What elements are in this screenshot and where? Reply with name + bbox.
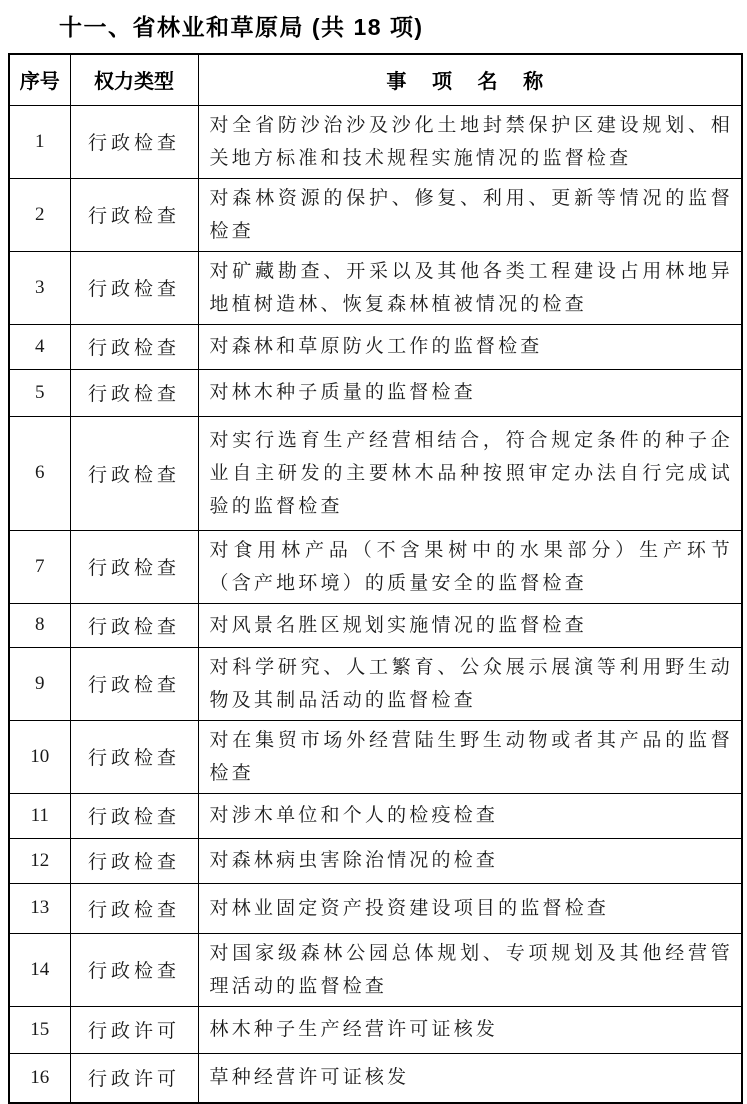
row-number: 3 [9, 251, 70, 324]
row-number: 16 [9, 1053, 70, 1103]
table-row [9, 324, 742, 369]
power-type: 行政检查 [70, 647, 198, 720]
item-name: 对林业固定资产投资建设项目的监督检查 [198, 883, 742, 933]
item-name: 对实行选育生产经营相结合，符合规定条件的种子企业自主研发的主要林木品种按照审定办法自行完成试验的监督检查 [198, 416, 742, 530]
power-type: 行政检查 [70, 933, 198, 1006]
item-name: 对科学研究、人工繁育、公众展示展演等利用野生动物及其制品活动的监督检查 [198, 647, 742, 720]
table-row [9, 838, 742, 883]
table-row [9, 1053, 742, 1103]
item-name: 林木种子生产经营许可证核发 [198, 1006, 742, 1053]
power-type: 行政检查 [70, 793, 198, 838]
power-type: 行政检查 [70, 530, 198, 603]
table-body [9, 105, 742, 1103]
table-row [9, 105, 742, 178]
table-row [9, 530, 742, 603]
table-row [9, 416, 742, 530]
power-items-table [8, 53, 743, 1104]
item-name: 草种经营许可证核发 [198, 1053, 742, 1103]
power-type: 行政检查 [70, 838, 198, 883]
power-type: 行政检查 [70, 603, 198, 647]
item-name: 对在集贸市场外经营陆生野生动物或者其产品的监督检查 [198, 720, 742, 793]
power-type: 行政检查 [70, 883, 198, 933]
item-name: 对涉木单位和个人的检疫检查 [198, 793, 742, 838]
power-type: 行政检查 [70, 178, 198, 251]
header-item-name: 事 项 名 称 [198, 54, 742, 105]
row-number: 13 [9, 883, 70, 933]
table-row [9, 369, 742, 416]
row-number: 14 [9, 933, 70, 1006]
table-row [9, 793, 742, 838]
power-type: 行政检查 [70, 720, 198, 793]
table-row [9, 178, 742, 251]
power-type: 行政检查 [70, 369, 198, 416]
item-name: 对森林资源的保护、修复、利用、更新等情况的监督检查 [198, 178, 742, 251]
header-power-type: 权力类型 [70, 54, 198, 105]
item-name: 对森林和草原防火工作的监督检查 [198, 324, 742, 369]
item-name: 对风景名胜区规划实施情况的监督检查 [198, 603, 742, 647]
table-row [9, 647, 742, 720]
row-number: 11 [9, 793, 70, 838]
item-name: 对食用林产品（不含果树中的水果部分）生产环节（含产地环境）的质量安全的监督检查 [198, 530, 742, 603]
row-number: 9 [9, 647, 70, 720]
header-seq-number: 序号 [9, 54, 70, 105]
power-type: 行政检查 [70, 416, 198, 530]
power-type: 行政检查 [70, 251, 198, 324]
row-number: 4 [9, 324, 70, 369]
power-type: 行政许可 [70, 1006, 198, 1053]
row-number: 2 [9, 178, 70, 251]
row-number: 15 [9, 1006, 70, 1053]
row-number: 1 [9, 105, 70, 178]
item-name: 对全省防沙治沙及沙化土地封禁保护区建设规划、相关地方标准和技术规程实施情况的监督检查 [198, 105, 742, 178]
item-name: 对林木种子质量的监督检查 [198, 369, 742, 416]
row-number: 7 [9, 530, 70, 603]
power-type: 行政检查 [70, 105, 198, 178]
item-name: 对森林病虫害除治情况的检查 [198, 838, 742, 883]
header-row [9, 54, 742, 105]
item-name: 对国家级森林公园总体规划、专项规划及其他经营管理活动的监督检查 [198, 933, 742, 1006]
item-name: 对矿藏勘查、开采以及其他各类工程建设占用林地异地植树造林、恢复森林植被情况的检查 [198, 251, 742, 324]
row-number: 6 [9, 416, 70, 530]
table-row [9, 720, 742, 793]
table-row [9, 883, 742, 933]
table-row [9, 251, 742, 324]
table-row [9, 1006, 742, 1053]
row-number: 8 [9, 603, 70, 647]
table-row [9, 933, 742, 1006]
section-title: 十一、省林业和草原局 (共 18 项) [59, 14, 424, 40]
table-row [9, 603, 742, 647]
row-number: 12 [9, 838, 70, 883]
power-type: 行政许可 [70, 1053, 198, 1103]
row-number: 5 [9, 369, 70, 416]
row-number: 10 [9, 720, 70, 793]
power-type: 行政检查 [70, 324, 198, 369]
